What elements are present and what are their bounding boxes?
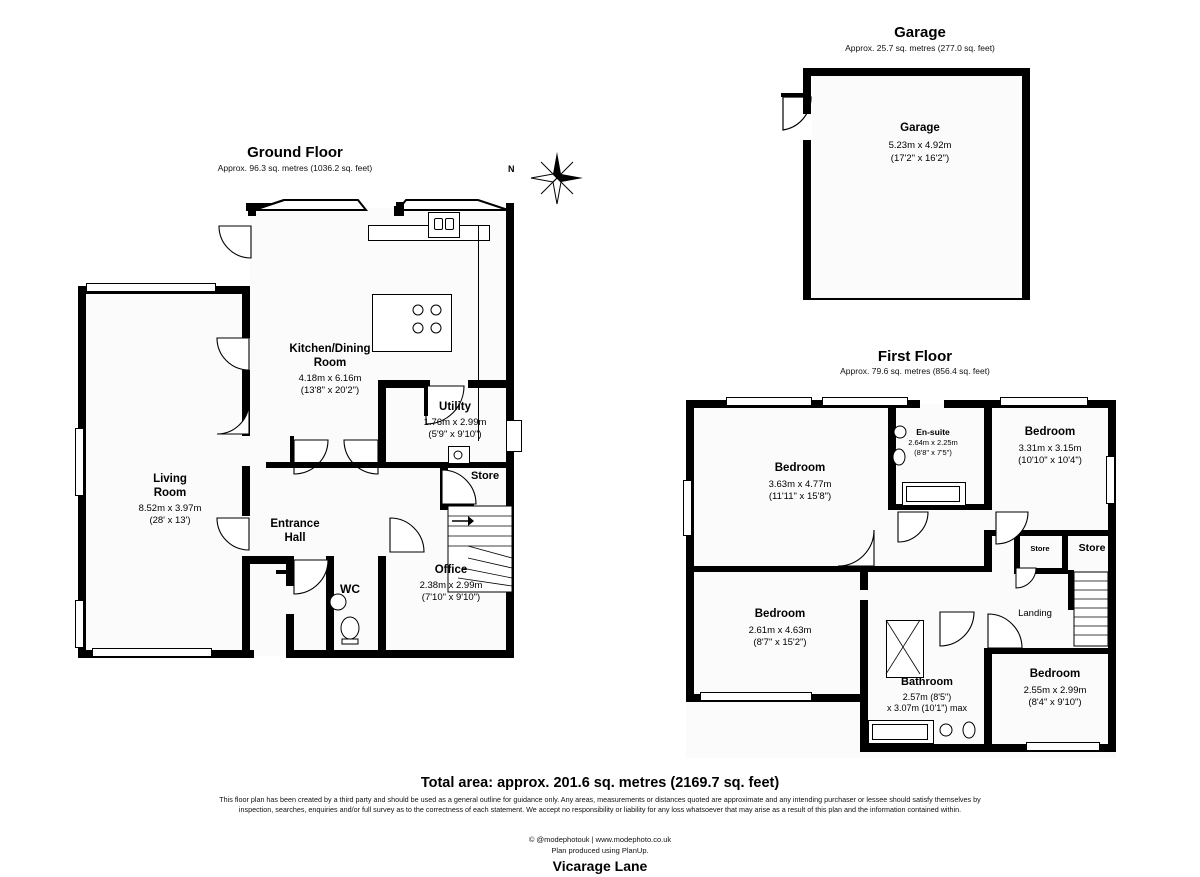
bedroom-top-right-dim-m: 3.31m x 3.15m bbox=[1018, 443, 1082, 454]
gf-bay-mid-left2 bbox=[396, 202, 404, 212]
bathroom-name: Bathroom bbox=[901, 676, 953, 688]
garage-door-swing bbox=[780, 90, 840, 150]
gf-bay-left-end bbox=[248, 206, 256, 216]
living-room-dim-ft: (28' x 13') bbox=[149, 515, 191, 526]
garage-door-leaf bbox=[781, 93, 807, 97]
bedroom-main-dim-ft: (11'11" x 15'8") bbox=[768, 491, 832, 502]
bedroom-bottom-left-name: Bedroom bbox=[754, 608, 806, 620]
ff-window-bed3 bbox=[700, 692, 812, 701]
garage-wall-right bbox=[1022, 68, 1030, 300]
kitchen-room-dim-m: 4.18m x 6.16m bbox=[298, 373, 362, 384]
kitchen-hob-icon bbox=[410, 302, 470, 342]
kitchen-sink-bowl-left bbox=[434, 218, 443, 230]
garage-room-dim-ft: (17'2" x 16'2") bbox=[890, 153, 950, 164]
bathroom-dim-m: 2.57m (8'5") bbox=[902, 692, 952, 702]
garage-subtitle: Approx. 25.7 sq. metres (277.0 sq. feet) bbox=[845, 43, 995, 53]
ff-wall-left-lower bbox=[686, 566, 694, 702]
utility-room-dim-m: 1.76m x 2.99m bbox=[423, 417, 487, 428]
wc-room-name: WC bbox=[340, 582, 360, 596]
gf-door-swing-living-mid bbox=[213, 398, 253, 438]
ff-window-bed1-b bbox=[822, 397, 908, 406]
landing-name: Landing bbox=[1018, 608, 1052, 619]
office-room-name: Office bbox=[434, 564, 468, 576]
kitchen-room-dim-ft: (13'8" x 20'2") bbox=[300, 385, 360, 396]
garage-wall-top bbox=[803, 68, 1030, 76]
gf-door-swing-office bbox=[386, 516, 426, 556]
bedroom-top-right-dim-ft: (10'10" x 10'4") bbox=[1018, 455, 1082, 466]
living-room-dim-m: 8.52m x 3.97m bbox=[138, 503, 202, 514]
store-room-name: Store bbox=[470, 470, 500, 482]
ff-window-bed1-a bbox=[726, 397, 812, 406]
first-floor-subtitle: Approx. 79.6 sq. metres (856.4 sq. feet) bbox=[840, 366, 990, 376]
property-address: Vicarage Lane bbox=[552, 858, 648, 874]
gf-window-living-left-lower bbox=[75, 600, 84, 648]
credit-line-1: © @modephotouk | www.modephoto.co.uk bbox=[528, 835, 672, 844]
ensuite-dim-ft: (8'8" x 7'5") bbox=[914, 448, 952, 457]
gf-wall-hall-bottom bbox=[250, 556, 290, 564]
utility-room-dim-ft: (5'9" x 9'10") bbox=[428, 429, 482, 440]
office-room-dim-m: 2.38m x 2.99m bbox=[419, 580, 483, 591]
gf-door-swing-front-left bbox=[215, 224, 255, 264]
ensuite-dim-m: 2.64m x 2.25m bbox=[908, 438, 958, 447]
garage-room-dim-m: 5.23m x 4.92m bbox=[888, 140, 952, 151]
kitchen-room-name-line1: Kitchen/Dining bbox=[289, 343, 371, 355]
gf-wall-utility-top-right bbox=[468, 380, 514, 388]
ensuite-name: En-suite bbox=[916, 427, 950, 437]
wc-toilet-icon bbox=[336, 614, 366, 654]
first-floor-title: First Floor bbox=[877, 348, 953, 365]
kitchen-sink-bowl-right bbox=[445, 218, 454, 230]
kitchen-sink bbox=[428, 212, 460, 238]
compass-label: N bbox=[508, 164, 515, 174]
gf-wall-hall-kitchen bbox=[266, 462, 386, 468]
garage-wall-left-lower bbox=[803, 140, 811, 300]
credit-line-2: Plan produced using PlanUp. bbox=[551, 846, 649, 855]
gf-bay-right-end bbox=[506, 203, 514, 215]
disclaimer-text: This floor plan has been created by a third party and should be used as a general outline for guidance only. Any areas, measurements or distances quoted are approximate and any intending purchaser or lessee should satisfy themselves by inspection, searches, enquiries and/or full survey as to the correctness of each statement. We accept no responsibility or liability for any loss whatsoever that may arise as a result of this plan and the information contained within. bbox=[219, 795, 981, 815]
gf-wall-office-left bbox=[378, 556, 386, 658]
gf-wall-wc-bottom bbox=[290, 650, 334, 658]
store-large-name: Store bbox=[1078, 542, 1106, 554]
gf-wall-left-inner-low bbox=[242, 466, 250, 516]
bedroom-bottom-right-dim-m: 2.55m x 2.99m bbox=[1023, 685, 1087, 696]
gf-front-door-leaf bbox=[276, 570, 294, 574]
bedroom-main-dim-m: 3.63m x 4.77m bbox=[768, 479, 832, 490]
ff-door-swing-ensuite bbox=[896, 510, 932, 546]
utility-sink-icon bbox=[449, 448, 467, 462]
gf-window-living-bottom bbox=[92, 648, 212, 657]
gf-window-living-top bbox=[86, 283, 216, 292]
gf-window-living-left bbox=[75, 428, 84, 496]
garage-room-name: Garage bbox=[900, 122, 940, 134]
entrance-hall-name-line1: Entrance bbox=[270, 518, 320, 530]
bathroom-basin-icon bbox=[938, 722, 956, 740]
ground-floor-title: Ground Floor bbox=[247, 144, 343, 161]
bedroom-bottom-right-name: Bedroom bbox=[1029, 668, 1081, 680]
bedroom-bottom-left-dim-m: 2.61m x 4.63m bbox=[748, 625, 812, 636]
ff-window-left bbox=[683, 480, 692, 536]
bathroom-shower-lines bbox=[886, 620, 922, 676]
kitchen-room-name-line2: Room bbox=[313, 357, 347, 369]
gf-double-door-hall bbox=[290, 438, 382, 478]
bedroom-main-name: Bedroom bbox=[774, 462, 826, 474]
gf-door-jamb-2 bbox=[378, 436, 382, 464]
ff-window-bed4 bbox=[1026, 742, 1100, 751]
bathroom-toilet-icon bbox=[960, 720, 980, 742]
garage-opening-bottom bbox=[811, 298, 1023, 300]
bedroom-bottom-right-dim-ft: (8'4" x 9'10") bbox=[1028, 697, 1082, 708]
gf-wall-left-inner-bottom bbox=[242, 556, 250, 658]
ff-door-swing-bathroom bbox=[934, 606, 978, 650]
gf-door-jamb-1 bbox=[290, 436, 294, 464]
office-room-dim-ft: (7'10" x 9'10") bbox=[421, 592, 481, 603]
ff-door-swing-store bbox=[1014, 566, 1040, 592]
ensuite-bath-inner bbox=[906, 486, 960, 502]
ff-wall-mid-horizontal-2 bbox=[876, 566, 988, 572]
living-room-name-line1: Living bbox=[153, 473, 187, 485]
ground-floor-subtitle: Approx. 96.3 sq. metres (1036.2 sq. feet) bbox=[217, 163, 373, 173]
compass-icon bbox=[513, 150, 593, 206]
bedroom-top-right-name: Bedroom bbox=[1024, 426, 1076, 438]
garage-floor-fill bbox=[812, 72, 1030, 300]
garage-title: Garage bbox=[894, 24, 946, 41]
ff-wall-bath-left-lower bbox=[860, 648, 868, 700]
total-area-text: Total area: approx. 201.6 sq. metres (2169.7 sq. feet) bbox=[420, 775, 780, 791]
first-floor-stairs bbox=[1074, 572, 1118, 648]
ff-window-bed2 bbox=[1000, 397, 1088, 406]
ff-wall-bath-left-upper bbox=[860, 600, 868, 650]
ff-door-swing-bed1 bbox=[834, 528, 878, 572]
bathroom-dim-ft: x 3.07m (10'1") max bbox=[887, 703, 967, 713]
gf-wall-left-inner-top bbox=[242, 286, 250, 338]
stairs-up-arrow bbox=[452, 514, 476, 528]
utility-room-name: Utility bbox=[439, 401, 471, 413]
living-room-name-line2: Room bbox=[153, 487, 187, 499]
store-small-name: Store bbox=[1030, 544, 1050, 553]
bedroom-bottom-left-dim-ft: (8'7" x 15'2") bbox=[753, 637, 807, 648]
bathroom-bath-inner bbox=[872, 724, 928, 740]
entrance-hall-name-line2: Hall bbox=[284, 532, 306, 544]
